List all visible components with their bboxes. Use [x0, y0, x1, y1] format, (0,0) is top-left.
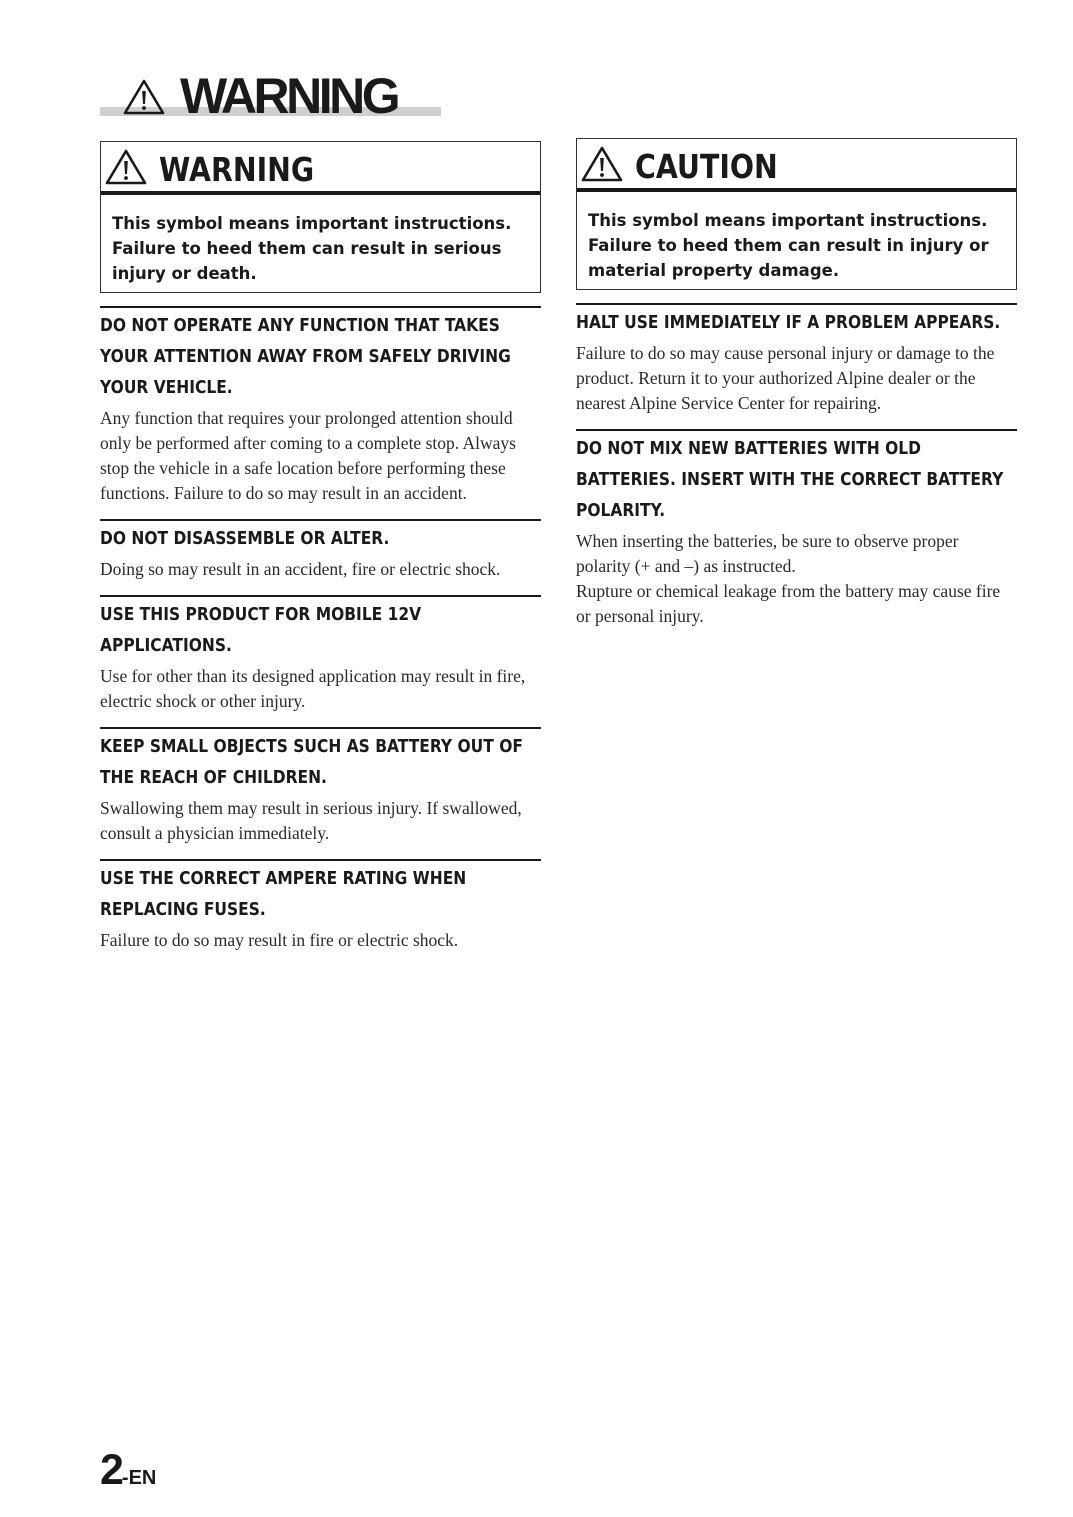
- right-column: [576, 138, 1017, 629]
- page-number: [100, 1446, 156, 1495]
- warning-box-title: WARNING: [159, 150, 315, 189]
- page-title: WARNING: [180, 68, 398, 124]
- warning-triangle-icon: [104, 148, 148, 186]
- warning-triangle-icon: [122, 78, 166, 116]
- section-body-paragraph: Rupture or chemical leakage from the battery may cause fire or personal injury.: [576, 581, 1001, 626]
- section-fuse-rating: [100, 859, 541, 953]
- section-body: Use for other than its designed application may result in fire, electric shock or other injury.: [100, 666, 526, 711]
- section-batteries: [576, 429, 1017, 629]
- caution-box-title: CAUTION: [635, 147, 778, 186]
- section-heading: USE THIS PRODUCT FOR MOBILE 12V APPLICATIONS.: [100, 604, 422, 656]
- section-body: Doing so may result in an accident, fire or electric shock.: [100, 559, 501, 579]
- section-body: Failure to do so may result in fire or electric shock.: [100, 930, 459, 950]
- warning-box-text: This symbol means important instructions. Failure to heed them can result in serious injury or death.: [112, 214, 512, 283]
- left-column: [100, 141, 541, 953]
- section-body: Failure to do so may cause personal injury or damage to the product. Return it to your authorized Alpine dealer or the nearest Alpine Service Center for repairing.: [576, 343, 995, 413]
- caution-box-header: [577, 139, 1016, 192]
- section-mobile-12v: [100, 595, 541, 714]
- caution-box: [576, 138, 1017, 290]
- section-heading: DO NOT OPERATE ANY FUNCTION THAT TAKES YOUR ATTENTION AWAY FROM SAFELY DRIVING YOUR VEHICLE.: [100, 315, 511, 398]
- section-heading: KEEP SMALL OBJECTS SUCH AS BATTERY OUT OF THE REACH OF CHILDREN.: [100, 736, 523, 788]
- section-heading: DO NOT MIX NEW BATTERIES WITH OLD BATTERIES. INSERT WITH THE CORRECT BATTERY POLARITY.: [576, 438, 1004, 521]
- section-heading: USE THE CORRECT AMPERE RATING WHEN REPLACING FUSES.: [100, 868, 467, 920]
- section-halt-use: [576, 303, 1017, 416]
- section-no-distraction: [100, 306, 541, 506]
- warning-box: [100, 141, 541, 293]
- section-body: Any function that requires your prolonged attention should only be performed after coming to a complete stop. Always stop the vehicle in a safe location before performing these functions. Failure to do so may result in an accident.: [100, 408, 516, 503]
- section-body: Swallowing them may result in serious injury. If swallowed, consult a physician immediately.: [100, 798, 522, 843]
- caution-triangle-icon: [580, 145, 624, 183]
- page-number-digit: 2: [100, 1446, 122, 1494]
- page-header: [100, 68, 445, 124]
- section-body-paragraph: When inserting the batteries, be sure to observe proper polarity (+ and –) as instructed.: [576, 531, 959, 576]
- page-number-suffix: -EN: [121, 1467, 157, 1489]
- section-small-objects: [100, 727, 541, 846]
- section-no-disassemble: [100, 519, 541, 582]
- warning-box-header: [101, 142, 540, 195]
- section-heading: HALT USE IMMEDIATELY IF A PROBLEM APPEARS.: [576, 312, 1001, 333]
- caution-box-text: This symbol means important instructions. Failure to heed them can result in injury or material property damage.: [588, 211, 989, 280]
- section-heading: DO NOT DISASSEMBLE OR ALTER.: [100, 528, 390, 549]
- section-body: [576, 529, 1017, 629]
